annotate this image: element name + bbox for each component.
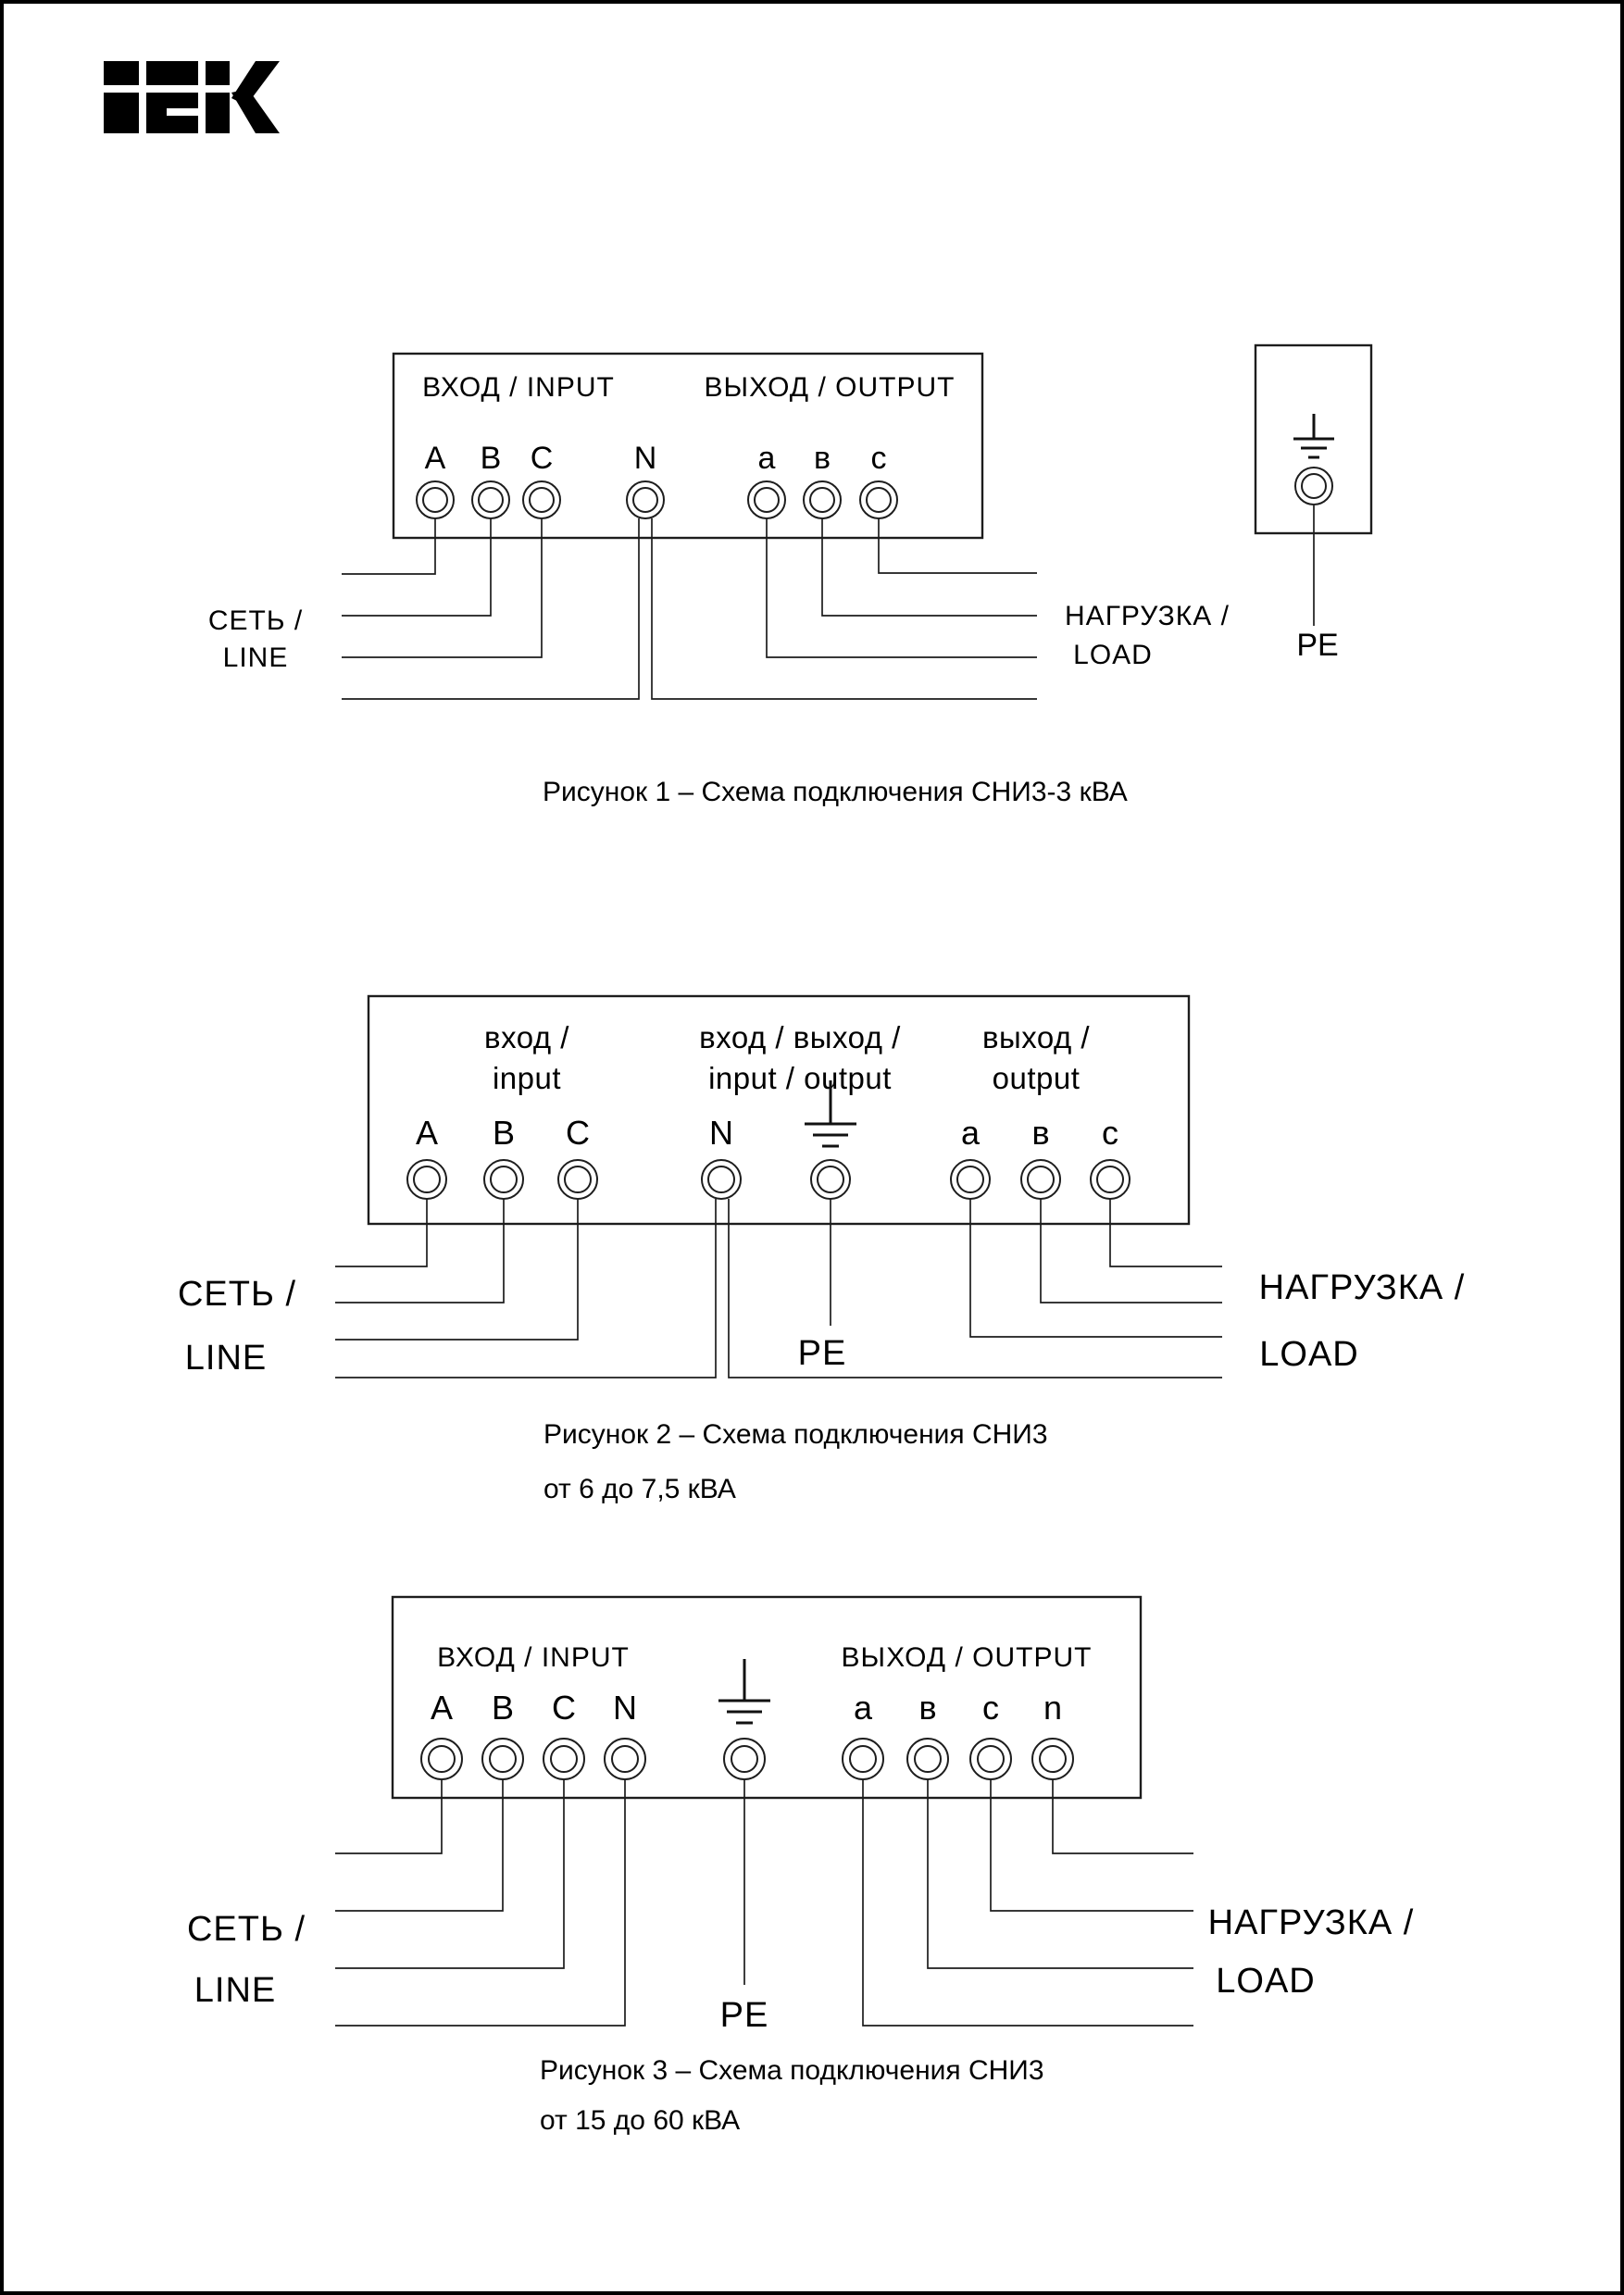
terminal-circles bbox=[407, 1160, 1130, 1199]
figure3-caption-line1: Рисунок 3 – Схема подключения СНИ3 bbox=[540, 2055, 1044, 2086]
figure2-line-label-en: LINE bbox=[184, 1339, 268, 1378]
terminal-label-n: N bbox=[633, 441, 657, 476]
figure3-caption-line2: от 15 до 60 кВА bbox=[540, 2105, 741, 2136]
wire bbox=[652, 518, 1037, 699]
figure1-caption: Рисунок 1 – Схема подключения СНИ3-3 кВА bbox=[543, 777, 1128, 807]
wire bbox=[928, 1779, 1193, 1968]
terminal-label-a: A bbox=[430, 1689, 454, 1727]
terminal-label-out-n: n bbox=[1043, 1689, 1063, 1727]
terminal-label-out-b: в bbox=[918, 1689, 937, 1727]
figure1-output-header: ВЫХОД / OUTPUT bbox=[704, 372, 956, 403]
terminal-label-n: N bbox=[613, 1689, 637, 1727]
figure1-load-label-ru: НАГРУЗКА / bbox=[1065, 601, 1230, 631]
figure2-load-label-ru: НАГРУЗКА / bbox=[1258, 1268, 1466, 1307]
wire bbox=[335, 1779, 503, 1911]
wire bbox=[335, 1199, 504, 1303]
iek-logo-icon bbox=[104, 61, 280, 133]
terminal-label-out-b: в bbox=[1031, 1114, 1050, 1152]
terminal-label-c: C bbox=[552, 1689, 576, 1727]
terminal-label-out-b: в bbox=[813, 441, 831, 476]
wire bbox=[1053, 1779, 1193, 1853]
terminal-label-b: B bbox=[492, 1114, 516, 1152]
wire bbox=[879, 518, 1037, 573]
terminal-label-n: N bbox=[709, 1114, 733, 1152]
wiring-diagram-canvas bbox=[4, 4, 1624, 2295]
figure3-line-label-ru: СЕТЬ / bbox=[186, 1910, 306, 1949]
figure1-pe-label: PE bbox=[1296, 628, 1339, 663]
wire bbox=[342, 518, 491, 616]
terminal-label-out-a: а bbox=[960, 1114, 981, 1152]
figure2-io-header-en: input / output bbox=[708, 1061, 892, 1095]
figure1-diagram bbox=[208, 345, 1371, 807]
terminal-circles bbox=[421, 1739, 1073, 1779]
wire bbox=[1041, 1199, 1222, 1303]
wire bbox=[822, 518, 1037, 616]
wire bbox=[970, 1199, 1222, 1337]
pe-terminal-circle bbox=[1302, 474, 1326, 498]
terminal-label-a: A bbox=[415, 1114, 439, 1152]
figure2-output-header-ru: выход / bbox=[981, 1020, 1091, 1054]
figure3-pe-label: PE bbox=[719, 1996, 769, 2035]
figure3-line-label-en: LINE bbox=[194, 1971, 277, 2010]
figure2-input-header-en: input bbox=[492, 1061, 562, 1095]
figure3-load-label-en: LOAD bbox=[1216, 1962, 1316, 2001]
figure3-diagram bbox=[187, 1597, 1414, 2136]
figure2-diagram bbox=[178, 996, 1465, 1504]
figure3-load-label-ru: НАГРУЗКА / bbox=[1207, 1903, 1415, 1942]
figure2-caption-line1: Рисунок 2 – Схема подключения СНИ3 bbox=[543, 1419, 1048, 1450]
figure2-io-header-ru: вход / выход / bbox=[699, 1020, 901, 1054]
terminal-label-out-a: а bbox=[757, 441, 776, 476]
wire bbox=[767, 518, 1037, 657]
terminal-label-b: B bbox=[480, 441, 502, 476]
ground-icon bbox=[718, 1659, 770, 1723]
wire bbox=[335, 1199, 716, 1378]
figure2-pe-label: PE bbox=[797, 1334, 847, 1373]
terminal-label-out-c: с bbox=[870, 441, 887, 476]
terminal-label-c: C bbox=[530, 441, 554, 476]
figure1-load-label-en: LOAD bbox=[1073, 640, 1153, 670]
terminal-label-c: C bbox=[566, 1114, 590, 1152]
wire bbox=[342, 518, 542, 657]
wire bbox=[335, 1199, 427, 1266]
figure1-input-header: ВХОД / INPUT bbox=[422, 372, 615, 403]
figure1-line-label-ru: СЕТЬ / bbox=[207, 605, 304, 636]
terminal-label-out-c: с bbox=[1102, 1114, 1118, 1152]
wire bbox=[342, 518, 435, 574]
ground-icon bbox=[1293, 414, 1334, 457]
terminal-label-out-c: с bbox=[982, 1689, 999, 1727]
terminal-label-a: A bbox=[424, 441, 446, 476]
figure2-line-label-ru: СЕТЬ / bbox=[177, 1275, 297, 1314]
wire bbox=[335, 1779, 564, 1968]
figure3-output-header: ВЫХОД / OUTPUT bbox=[841, 1642, 1093, 1673]
wire bbox=[335, 1779, 442, 1853]
figure2-load-label-en: LOAD bbox=[1259, 1335, 1359, 1374]
figure2-input-header-ru: вход / bbox=[484, 1020, 569, 1054]
wire bbox=[1110, 1199, 1222, 1266]
figure1-line-label-en: LINE bbox=[222, 642, 289, 673]
figure2-caption-line2: от 6 до 7,5 кВА bbox=[543, 1474, 736, 1504]
wire bbox=[335, 1779, 625, 2026]
terminal-circles bbox=[417, 481, 897, 518]
wire bbox=[863, 1779, 1193, 2026]
figure3-input-header: ВХОД / INPUT bbox=[437, 1642, 630, 1673]
wire bbox=[991, 1779, 1193, 1911]
terminal-label-b: B bbox=[491, 1689, 515, 1727]
figure2-output-header-en: output bbox=[992, 1061, 1081, 1095]
wire bbox=[335, 1199, 578, 1340]
terminal-label-out-a: а bbox=[853, 1689, 873, 1727]
